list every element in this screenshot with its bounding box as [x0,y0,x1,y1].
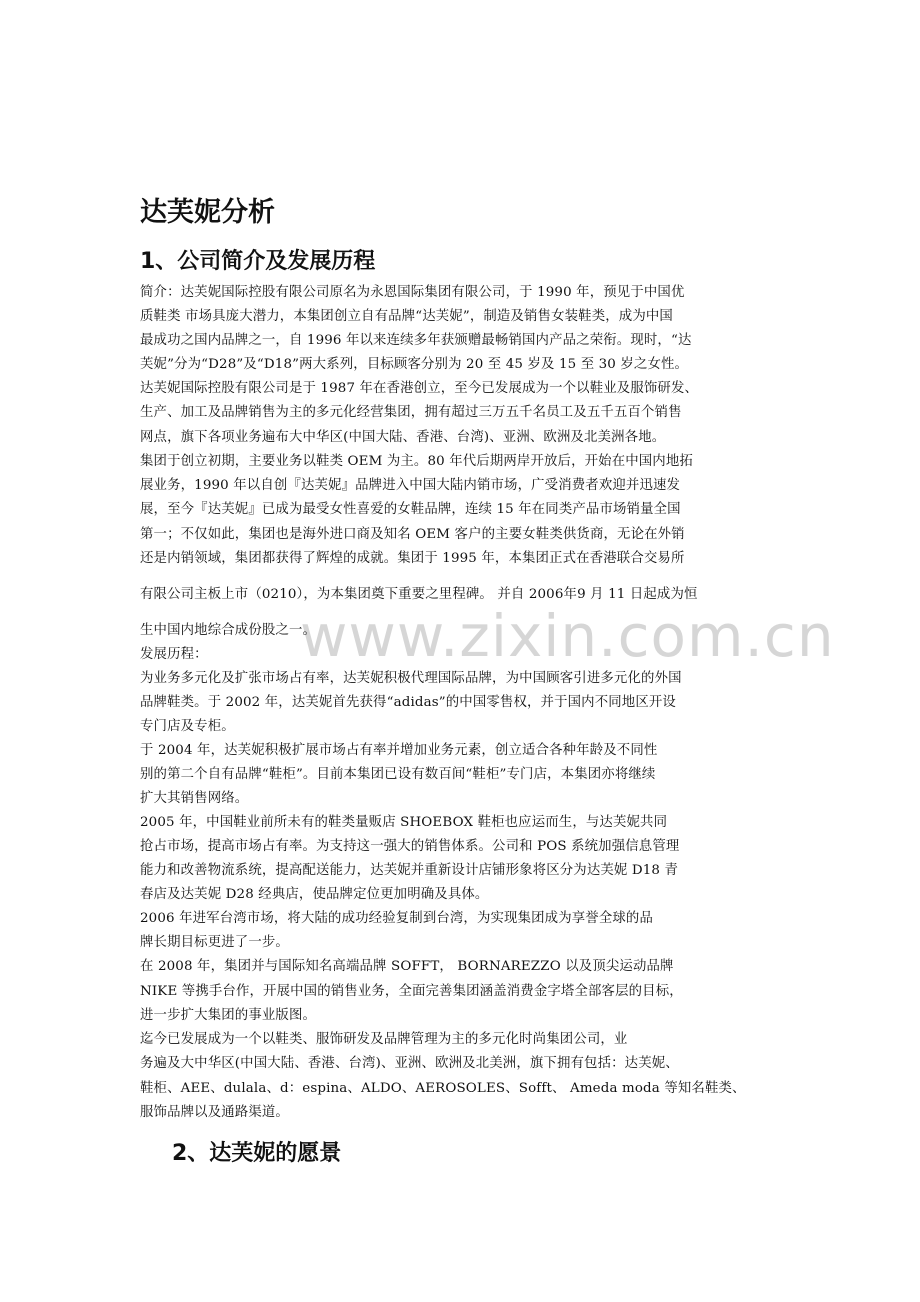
body-line: 为业务多元化及扩张市场占有率，达芙妮积极代理国际品牌，为中国顾客引进多元化的外国 [140,671,682,686]
section-1-heading: 1、公司简介及发展历程 [140,249,376,274]
body-line: 集团于创立初期，主要业务以鞋类 OEM 为主。80 年代后期两岸开放后，开始在中国内地拓 [140,454,693,469]
body-line: 达芙妮国际控股有限公司是于 1987 年在香港创立，至今已发展成为一个以鞋业及服饰研发、 [140,381,699,396]
body-line: 网点，旗下各项业务遍布大中华区(中国大陆、香港、台湾)、亚洲、欧洲及北美洲各地。 [140,430,666,445]
body-line: 有限公司主板上市（0210），为本集团奠下重要之里程碑。 并自 2006年9 月 11 日起成为恒 [140,587,698,602]
body-line: 2006 年进军台湾市场，将大陆的成功经验复制到台湾，为实现集团成为享誉全球的品 [140,911,654,926]
body-line: 简介：达芙妮国际控股有限公司原名为永恩国际集团有限公司，于 1990 年，预见于中国优 [140,285,685,300]
body-line: 迄今已发展成为一个以鞋类、服饰研发及品牌管理为主的多元化时尚集团公司，业 [140,1032,628,1047]
body-line: 春店及达芙妮 D28 经典店，使品牌定位更加明确及具体。 [140,887,489,902]
body-line: 服饰品牌以及通路渠道。 [140,1105,289,1120]
body-line: 芙妮”分为“D28”及“D18”两大系列，目标顾客分别为 20 至 45 岁及 15 至 30 岁之女性。 [140,357,689,372]
body-line: 鞋柜、AEE、dulala、d：espina、ALDO、AEROSOLES、Sofft、 Ameda moda 等知名鞋类、 [140,1081,746,1096]
body-line: 别的第二个自有品牌“鞋柜”。目前本集团已设有数百间“鞋柜”专门店，本集团亦将继续 [140,767,656,782]
body-line: 牌长期目标更进了一步。 [140,935,289,950]
body-line: 扩大其销售网络。 [140,791,249,806]
body-line: 质鞋类 市场具庞大潜力，本集团创立自有品牌“达芙妮”，制造及销售女装鞋类，成为中国 [140,309,673,324]
body-line: 展业务，1990 年以自创『达芙妮』品牌进入中国大陆内销市场，广受消费者欢迎并迅速发 [140,478,681,493]
body-line: 专门店及专柜。 [140,719,235,734]
body-line: 能力和改善物流系统，提高配送能力，达芙妮并重新设计店铺形象将区分为达芙妮 D18 青 [140,863,679,878]
watermark: www.zixin.com.cn [300,602,835,670]
body-line: 抢占市场，提高市场占有率。为支持这一强大的销售体系。公司和 POS 系统加强信息管理 [140,839,680,854]
body-line: 展，至今『达芙妮』已成为最受女性喜爱的女鞋品牌，连续 15 年在同类产品市场销量全国 [140,502,681,517]
body-line: 在 2008 年，集团并与国际知名高端品牌 SOFFT， BORNAREZZO 以及顶尖运动品牌 [140,959,674,974]
body-line: 2005 年，中国鞋业前所未有的鞋类量贩店 SHOEBOX 鞋柜也应运而生，与达芙妮共同 [140,815,668,830]
body-line: 于 2004 年，达芙妮积极扩展市场占有率并增加业务元素，创立适合各种年龄及不同性 [140,743,658,758]
body-line: 还是内销领域，集团都获得了辉煌的成就。集团于 1995 年，本集团正式在香港联合交易所 [140,551,685,566]
body-line: 最成功之国内品牌之一，自 1996 年以来连续多年获颁赠最畅销国内产品之荣衔。现时，“达 [140,333,692,348]
body-line: 第一；不仅如此，集团也是海外进口商及知名 OEM 客户的主要女鞋类供货商，无论在外销 [140,527,685,542]
body-line: 进一步扩大集团的事业版图。 [140,1008,317,1023]
body-line: 生产、加工及品牌销售为主的多元化经营集团，拥有超过三万五千名员工及五千五百个销售 [140,405,682,420]
section-2-heading: 2、达芙妮的愿景 [172,1141,342,1166]
body-line: 品牌鞋类。于 2002 年，达芙妮首先获得“adidas”的中国零售权，并于国内不同地区开设 [140,695,676,710]
body-line: 发展历程： [140,647,208,662]
body-line: NIKE 等携手台作，开展中国的销售业务，全面完善集团涵盖消费金字塔全部客层的目标， [140,984,683,999]
document-title: 达芙妮分析 [140,197,275,228]
body-line: 生中国内地综合成份股之一。 [140,623,317,638]
body-line: 务遍及大中华区(中国大陆、香港、台湾)、亚洲、欧洲及北美洲，旗下拥有包括：达芙妮、 [140,1056,679,1071]
